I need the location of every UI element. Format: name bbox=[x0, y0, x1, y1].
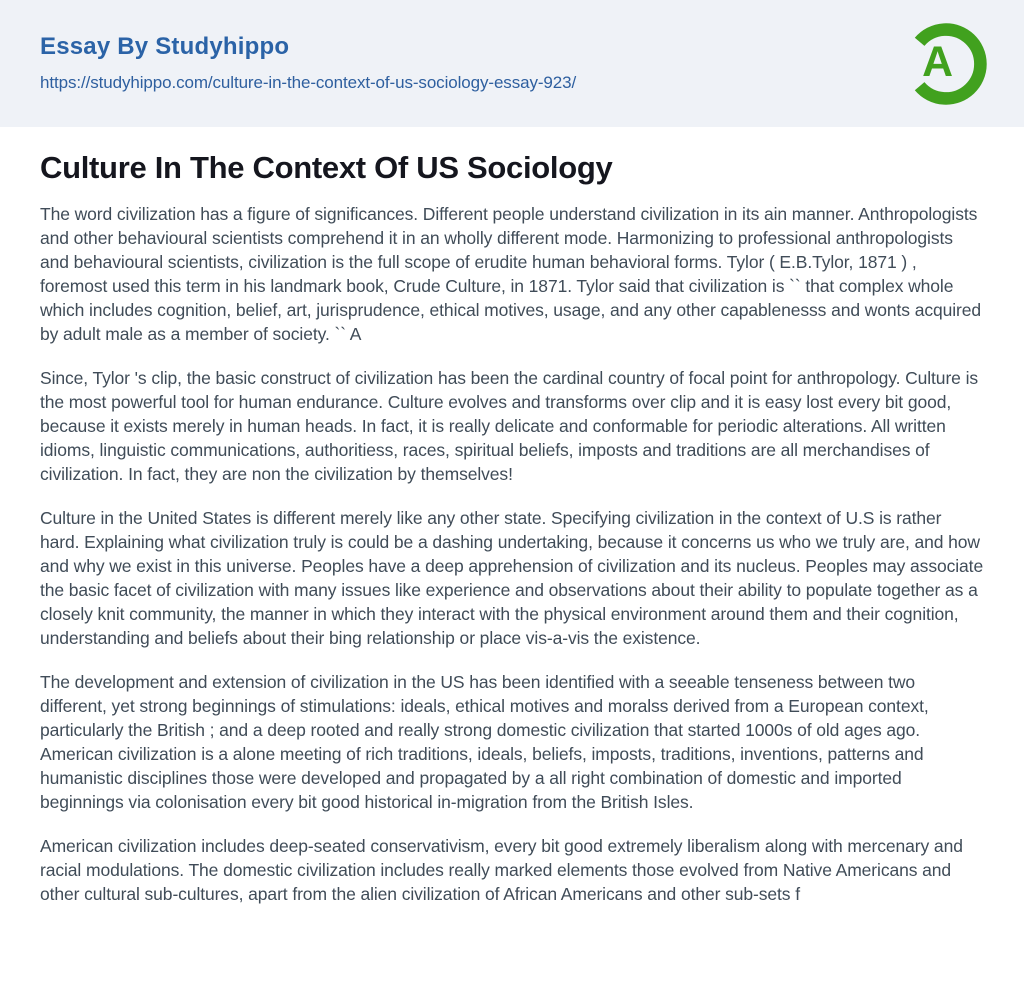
site-title: Essay By Studyhippo bbox=[40, 32, 290, 60]
essay-paragraph: American civilization includes deep-seated conservativism, every bit good extremely liberalism along with mercenary and racial modulations. The domestic civilization includes really marked elements those evolved from Native Americans and other cultural sub-cultures, apart from the alien civilization of African Americans and other sub-sets f bbox=[40, 836, 963, 905]
logo-ring-icon bbox=[904, 22, 988, 106]
page-header bbox=[0, 0, 1024, 127]
essay-paragraph: The word civilization has a figure of significances. Different people understand civilization in its ain manner. Anthropologists and other behavioural scientists comprehend it in an wholly different mode. Harmonizing to professional anthropologists and behavioural scientists, civilization is the full scope of erudite human behavioral forms. Tylor ( E.B.Tylor, 1871 ) , foremost used this term in his landmark book, Crude Culture, in 1871. Tylor said that civilization is `` that complex whole which includes cognition, belief, art, jurisprudence, ethical motives, usage, and any other capablenesss and wonts acquired by adult male as a member of society. `` A bbox=[40, 204, 982, 345]
essay-paragraph: Culture in the United States is different merely like any other state. Specifying civilization in the context of U.S is rather hard. Explaining what civilization truly is could be a dashing undertaking, because it concerns us who we truly are, and how and why we exist in this universe. Peoples have a deep apprehension of civilization and its nucleus. Peoples may associate the basic facet of civilization with many issues like experience and observations about their ability to populate together as a closely knit community, the manner in which they interact with the physical environment around them and their cognition, understanding and beliefs about their bing relationship or place vis-a-vis the existence. bbox=[40, 508, 984, 649]
essay-url-link[interactable]: https://studyhippo.com/culture-in-the-context-of-us-sociology-essay-923/ bbox=[40, 73, 577, 93]
essay-paragraph: The development and extension of civilization in the US has been identified with a seeable tenseness between two different, yet strong beginnings of stimulations: ideals, ethical motives and moralss derived from a European context, particularly the British ; and a deep rooted and really strong domestic civilization that started 1000s of old ages ago. American civilization is a alone meeting of rich traditions, ideals, beliefs, imposts, traditions, inventions, patterns and humanistic disciplines those were developed and propagated by a all right combination of domestic and imported beginnings via colonisation every bit good historical in-migration from the British Isles. bbox=[40, 672, 929, 813]
studyhippo-logo-icon bbox=[904, 22, 988, 106]
header-text-block bbox=[40, 34, 576, 93]
logo-letter: A bbox=[922, 37, 954, 86]
essay-title: Culture In The Context Of US Sociology bbox=[40, 150, 613, 185]
essay-paragraph: Since, Tylor 's clip, the basic construct of civilization has been the cardinal country of focal point for anthropology. Culture is the most powerful tool for human endurance. Culture evolves and transforms over clip and it is easy lost every bit good, because it exists merely in human heads. In fact, it is really delicate and conformable for periodic alterations. All written idioms, linguistic communications, authoritiess, races, spiritual beliefs, imposts and traditions are all merchandises of civilization. In fact, they are non the civilization by themselves! bbox=[40, 368, 979, 485]
essay-content bbox=[0, 149, 1024, 906]
